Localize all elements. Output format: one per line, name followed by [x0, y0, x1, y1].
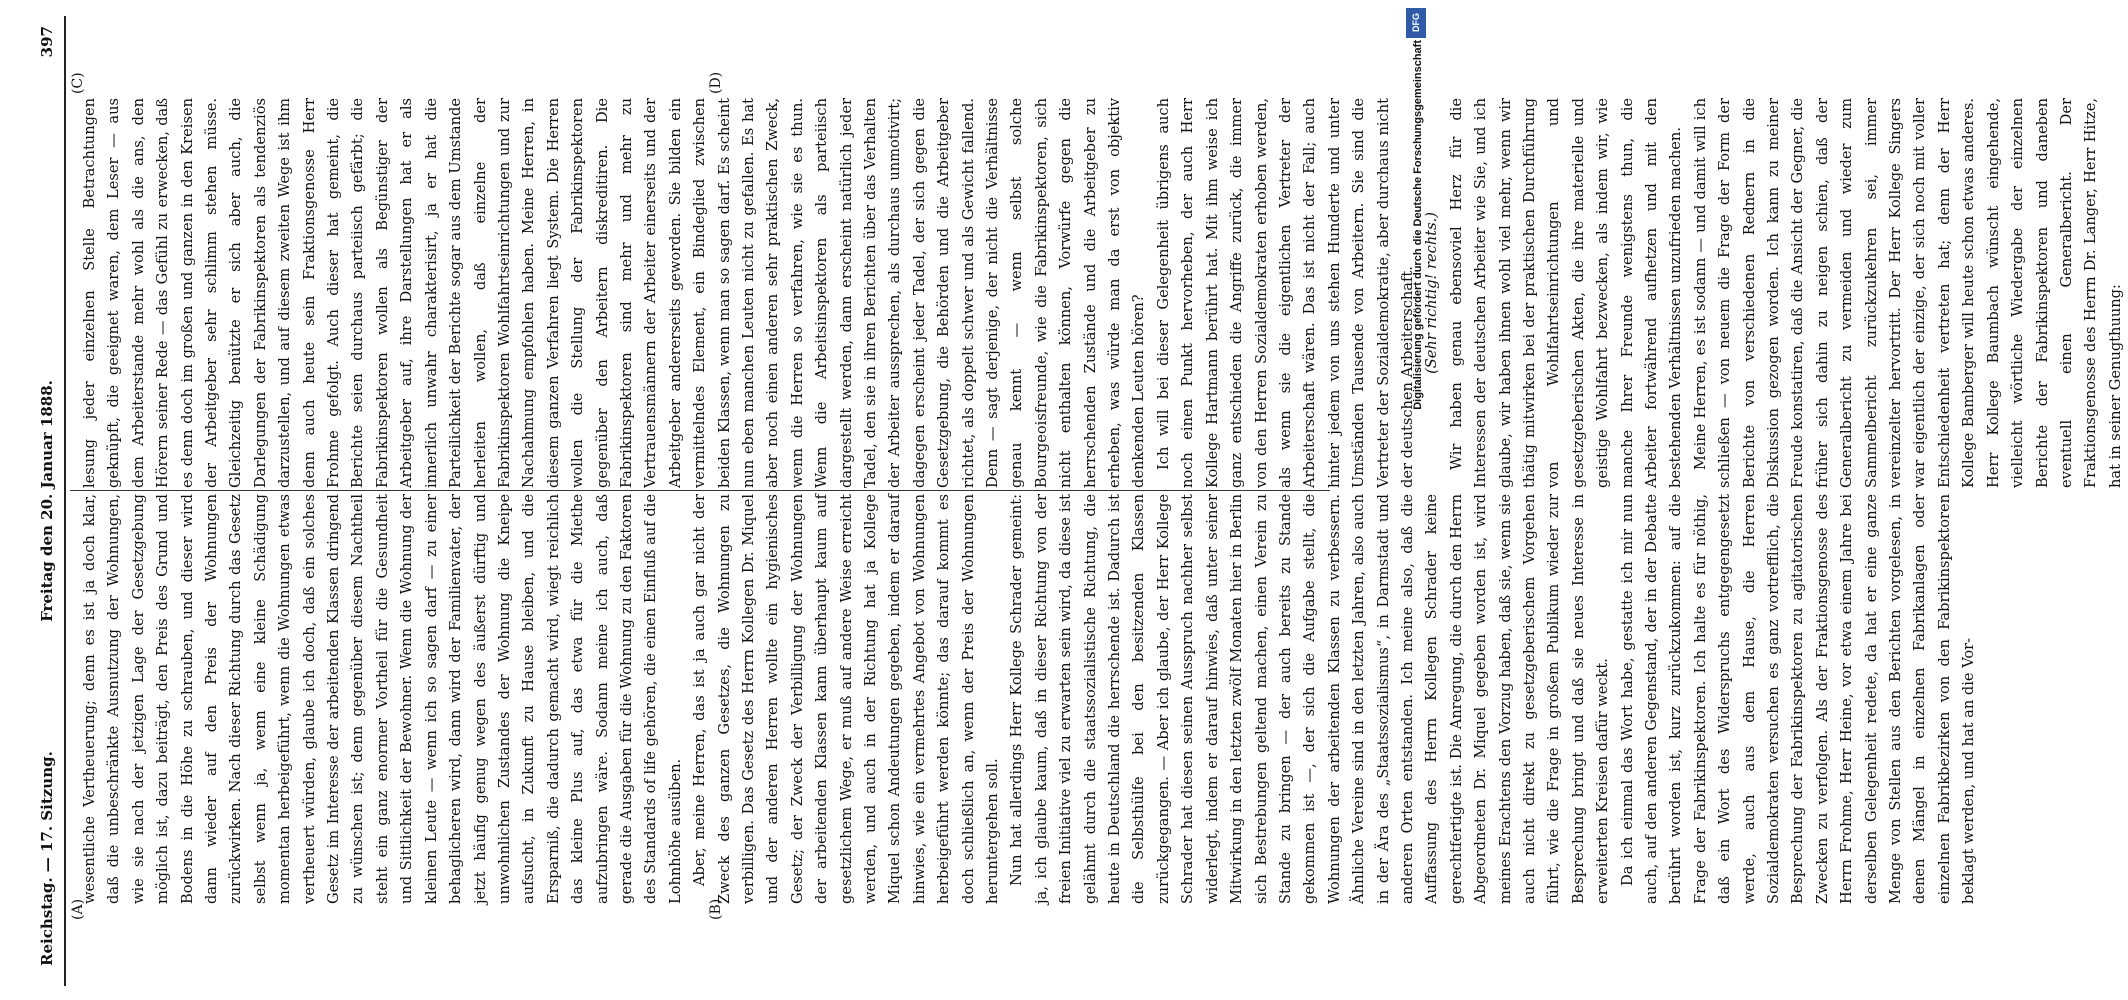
page-number: 397 [38, 26, 56, 58]
margin-marker-b: (B) [708, 898, 724, 920]
left-paragraph-1: wesentliche Vertheuerung; denn es ist ja doch klar, daß die unbeschränkte Ausnutzung der Wohnungen, wie sie nach der jetzigen Lage der Gesetzgebung möglich ist, dazu beiträgt, den Preis des Grund und Bodens in die Höhe zu schrauben, und dieser wird dann wieder auf den Preis der Wohnungen zurückwirken. Nach dieser Richtung durch das Gesetz selbst wenn ja, wenn eine kleine Schädigung momentan herbeigeführt, wenn die Wohnungen etwas vertheuert würden, glaube ich doch, daß ein solches Gesetz im Interesse der arbeitenden Klassen dringend zu wünschen ist; denn gegenüber diesem Nachtheil steht ein ganz enormer Vortheil für die Gesundheit und Sittlichkeit der Bewohner. Wenn die Wohnung der kleinen Leute — wenn ich so sagen darf — zu einer behaglicheren wird, dann wird der Familienvater, der jetzt häufig genug wegen des äußerst dürftig und unwohnlichen Zustandes der Wohnung die Kneipe aufsucht, in Zukunft zu Hause bleiben, und die Ersparniß, die dadurch gemacht wird, wiegt reichlich das kleine Plus auf, das etwa für die Miethe aufzubringen wäre. Sodann meine ich auch, daß gerade die Ausgaben für die Wohnung zu den Faktoren des Standards of life gehören, die einen Einfluß auf die Lohnhöhe ausüben. [81, 494, 684, 904]
dfg-credit-text: Digitalisierung gefördert durch die Deutsche Forschungsgemeinschaft [1412, 40, 1424, 410]
left-paragraph-3: Nun hat allerdings Herr Kollege Schrader gemeint: ja, ich glaube kaum, daß in dieser Richtung von der freien Initiative viel zu erwarten sein wird, da diese ist gelähmt durch die staatssozialistische Richtung, die heute in Deutschland die herrschende ist. Dadurch ist die Selbsthülfe bei den besitzenden Klassen zurückgegangen. — Aber ich glaube, der Herr Kollege Schrader hat diesen seinen Ausspruch nachher selbst widerlegt, indem er darauf hinwies, daß unter seiner Mitwirkung in den letzten zwölf Monaten hier in Berlin sich Bestrebungen geltend machen, einen Verein zu Stande zu bringen — der auch bereits zu Stande gekommen ist —, der sich die Aufgabe stellt, die Wohnungen der arbeitenden Klassen zu verbessern. Ähnliche Vereine sind in den letzten Jahren, also auch in der Ära des „Staatssozialismus“, in Darmstadt und anderen Orten entstanden. Ich meine also, daß die Auffassung des Herrn Kollegen Schrader keine gerechtfertigte ist. Die Anregung, die durch den Herrn Abgeordneten Dr. Miquel gegeben worden ist, wird meines Erachtens den Vorzug haben, daß sie, wenn sie auch nicht direkt zu gesetzgeberischem Vorgehen führt, wie die Frage in großem Publikum wieder zur Besprechung bringt und daß sie neues Interesse in erweiterten Kreisen dafür weckt. [1008, 494, 1612, 904]
right-paragraph-2: Ich will bei dieser Gelegenheit übrigens auch noch einen Punkt hervorheben, der auch Herr Kollege Hartmann berührt hat. Mit ihm weise ich ganz entschieden die Angriffe zurück, die immer von den Herren Sozialdemokraten erhoben werden, als wenn sie die eigentlichen Vertreter der Arbeiterschaft wären. Das ist nicht der Fall; auch hinter jedem von uns stehen Hunderte und unter Umständen Tausende von Arbeitern. Sie sind die Vertreter der Sozialdemokratie, aber durchaus nicht der deutschen Arbeiterschaft. [1154, 98, 1416, 488]
page-header [38, 16, 62, 986]
left-column [78, 494, 1978, 904]
left-paragraph-2: Aber, meine Herren, das ist ja auch gar nicht der Zweck des ganzen Gesetzes, die Wohnungen zu verbilligen. Das Gesetz des Herrn Kollegen Dr. Miquel und der anderen Herren wollte ein hygienisches Gesetz; der Zweck der Verbilligung der Wohnungen der arbeitenden Klassen kann überhaupt kaum auf gesetzlichem Wege, er muß auf andere Weise erreicht werden, und auch in der Richtung hat ja Kollege Miquel schon Andeutungen gegeben, indem er darauf hinwies, wie ein vermehrtes Angebot von Wohnungen herbeigeführt werden könnte; das darauf kommt es doch schließlich an, wenn der Preis der Wohnungen heruntergehen soll. [691, 494, 1002, 904]
left-paragraph-4: Da ich einmal das Wort habe, gestatte ich mir nun auch, auf den anderen Gegenstand, der in der Debatte berührt worden ist, kurz zurückzukommen: auf die Frage der Fabrikinspektoren. Ich halte es für nöthig, daß ein Wort des Widerspruchs entgegengesetzt werde, auch aus dem Hause, die Herren Sozialdemokraten versuchen es ganz vortrefflich, die Besprechung der Fabrikinspektoren zu agitatorischen Zwecken zu verfolgen. Als der Fraktionsgenosse des Herrn Frohme, Herr Heine, vor etwa einem Jahre bei derselben Gelegenheit redete, da hat er eine ganze Menge von Stellen aus den Berichten vorgelesen, in denen Mängel in einzelnen Fabrikanlagen oder einzelnen Fabrikbezirken von den Fabrikinspektoren beklagt werden, und hat an die Vor- [1618, 494, 1978, 904]
header-rule [64, 16, 66, 986]
applause-note: (Sehr richtig! rechts.) [1423, 212, 1441, 374]
column-divider [70, 490, 1330, 491]
right-paragraph-3: Wir haben genau ebensoviel Herz für die Interessen der deutschen Arbeiter wie Sie, und ich glaube, wir haben ihnen wohl viel mehr, wenn wir thätig mitwirken bei der praktischen Durchführung von Wohlfahrtseinrichtungen und gesetzgeberischen Akten, die ihre materielle und geistige Wohlfahrt bezwecken, als indem wir, wie manche Ihrer Freunde wenigstens thun, die Arbeiter fortwährend aufhetzen und mit den bestehenden Verhältnissen unzufrieden machen. [1447, 98, 1685, 488]
right-paragraph-4: Meine Herren, es ist sodann — und damit will ich schließen — von neuem die Frage der Form der Berichte von verschiedenen Rednern in die Diskussion gezogen worden. Ich kann zu meiner Freude konstatiren, daß die Ansicht der Gegner, die früher sich dahin zu neigen schien, daß der Generalbericht zu vermeiden und wieder zum Sammelbericht zurückzukehren sei, immer vereinzelter hervortritt. Der Herr Kollege Singers war eigentlich der einzige, der sich noch mit voller Entschiedenheit vertreten hat; denn der Herr Kollege Bamberger will heute schon etwas anderes. Herr Kollege Baumbach wünscht eingehende, vielleicht wörtliche Wiedergabe der einzelnen Berichte der Fabrikinspektoren und daneben eventuell einen Generalbericht. Der Fraktionsgenosse des Herrn Dr. Langer, Herr Hitze, hat in seiner Genugthuung: [1691, 98, 2124, 488]
header-session: Reichstag. — 17. Sitzung. [38, 751, 56, 966]
header-date: Freitag den 20. Januar 1888. [38, 380, 56, 622]
margin-marker-c: (C) [70, 72, 86, 94]
margin-marker-d: (D) [708, 71, 724, 94]
margin-marker-a: (A) [70, 898, 86, 920]
dfg-logo: DFG [1406, 8, 1426, 38]
dfg-sidebar [1403, 0, 1429, 1000]
right-paragraph-1: lesung jeder einzelnen Stelle Betrachtungen geknüpft, die geeignet waren, dem Leser — aus dem Arbeiterstande mehr wohl als die ans, den Hörern seiner Rede — das Gefühl zu erwecken, daß es denn doch im großen und ganzen in den Kreisen der Arbeitgeber sehr schlimm stehen müsse. Gleichzeitig benützte er sich aber auch, die Darlegungen der Fabrikinspektoren als tendenziös darzustellen, und auf diesem zweiten Wege ist ihm denn auch heute sein Fraktionsgenosse Herr Frohme gefolgt. Auch dieser hat gemeint, die Berichte seien durchaus parteiisch gefärbt; die Fabrikinspektoren wollen als Begünstiger der Arbeitgeber auf, ihre Darstellungen hat er als innerlich unwahr charakterisirt, ja er hat die Parteilichkeit der Berichte sogar aus dem Umstande herleiten wollen, daß einzelne der Fabrikinspektoren Wohlfahrtseinrichtungen und zur Nachahmung empfohlen haben. Meine Herren, in diesem ganzen Verfahren liegt System. Die Herren wollen die Stellung der Fabrikinspektoren gegenüber den Arbeitern diskreditiren. Die Fabrikinspektoren sind mehr und mehr zu Vertrauensmännern der Arbeiter einerseits und der Arbeitgeber andererseits geworden. Sie bilden ein vermittelndes Element, ein Bindeglied zwischen beiden Klassen, wenn man so sagen darf. Es scheint nun eben manchen Leuten nicht zu gefallen. Es hat aber noch einen anderen sehr praktischen Zweck, wenn die Herren so verfahren, wie sie es thun. Wenn die Arbeitsinspektoren als parteiisch dargestellt werden, dann erscheint natürlich jeder Tadel, den sie in ihren Berichten über das Verhalten der Arbeiter aussprechen, als durchaus unmotivirt; dagegen erscheint jeder Tadel, der sich gegen die Gesetzgebung, die Behörden und die Arbeitgeber richtet, als doppelt schwer und als Gewicht fallend. Denn — sagt derjenige, der nicht die Verhältnisse genau kennt — wenn selbst solche Bourgeoisfreunde, wie die Fabrikinspektoren, sich nicht enthalten können, Vorwürfe gegen die herrschenden Zustände und die Arbeitgeber zu erheben, was würde man da erst von objektiv denkenden Leuten hören? [81, 98, 1148, 488]
